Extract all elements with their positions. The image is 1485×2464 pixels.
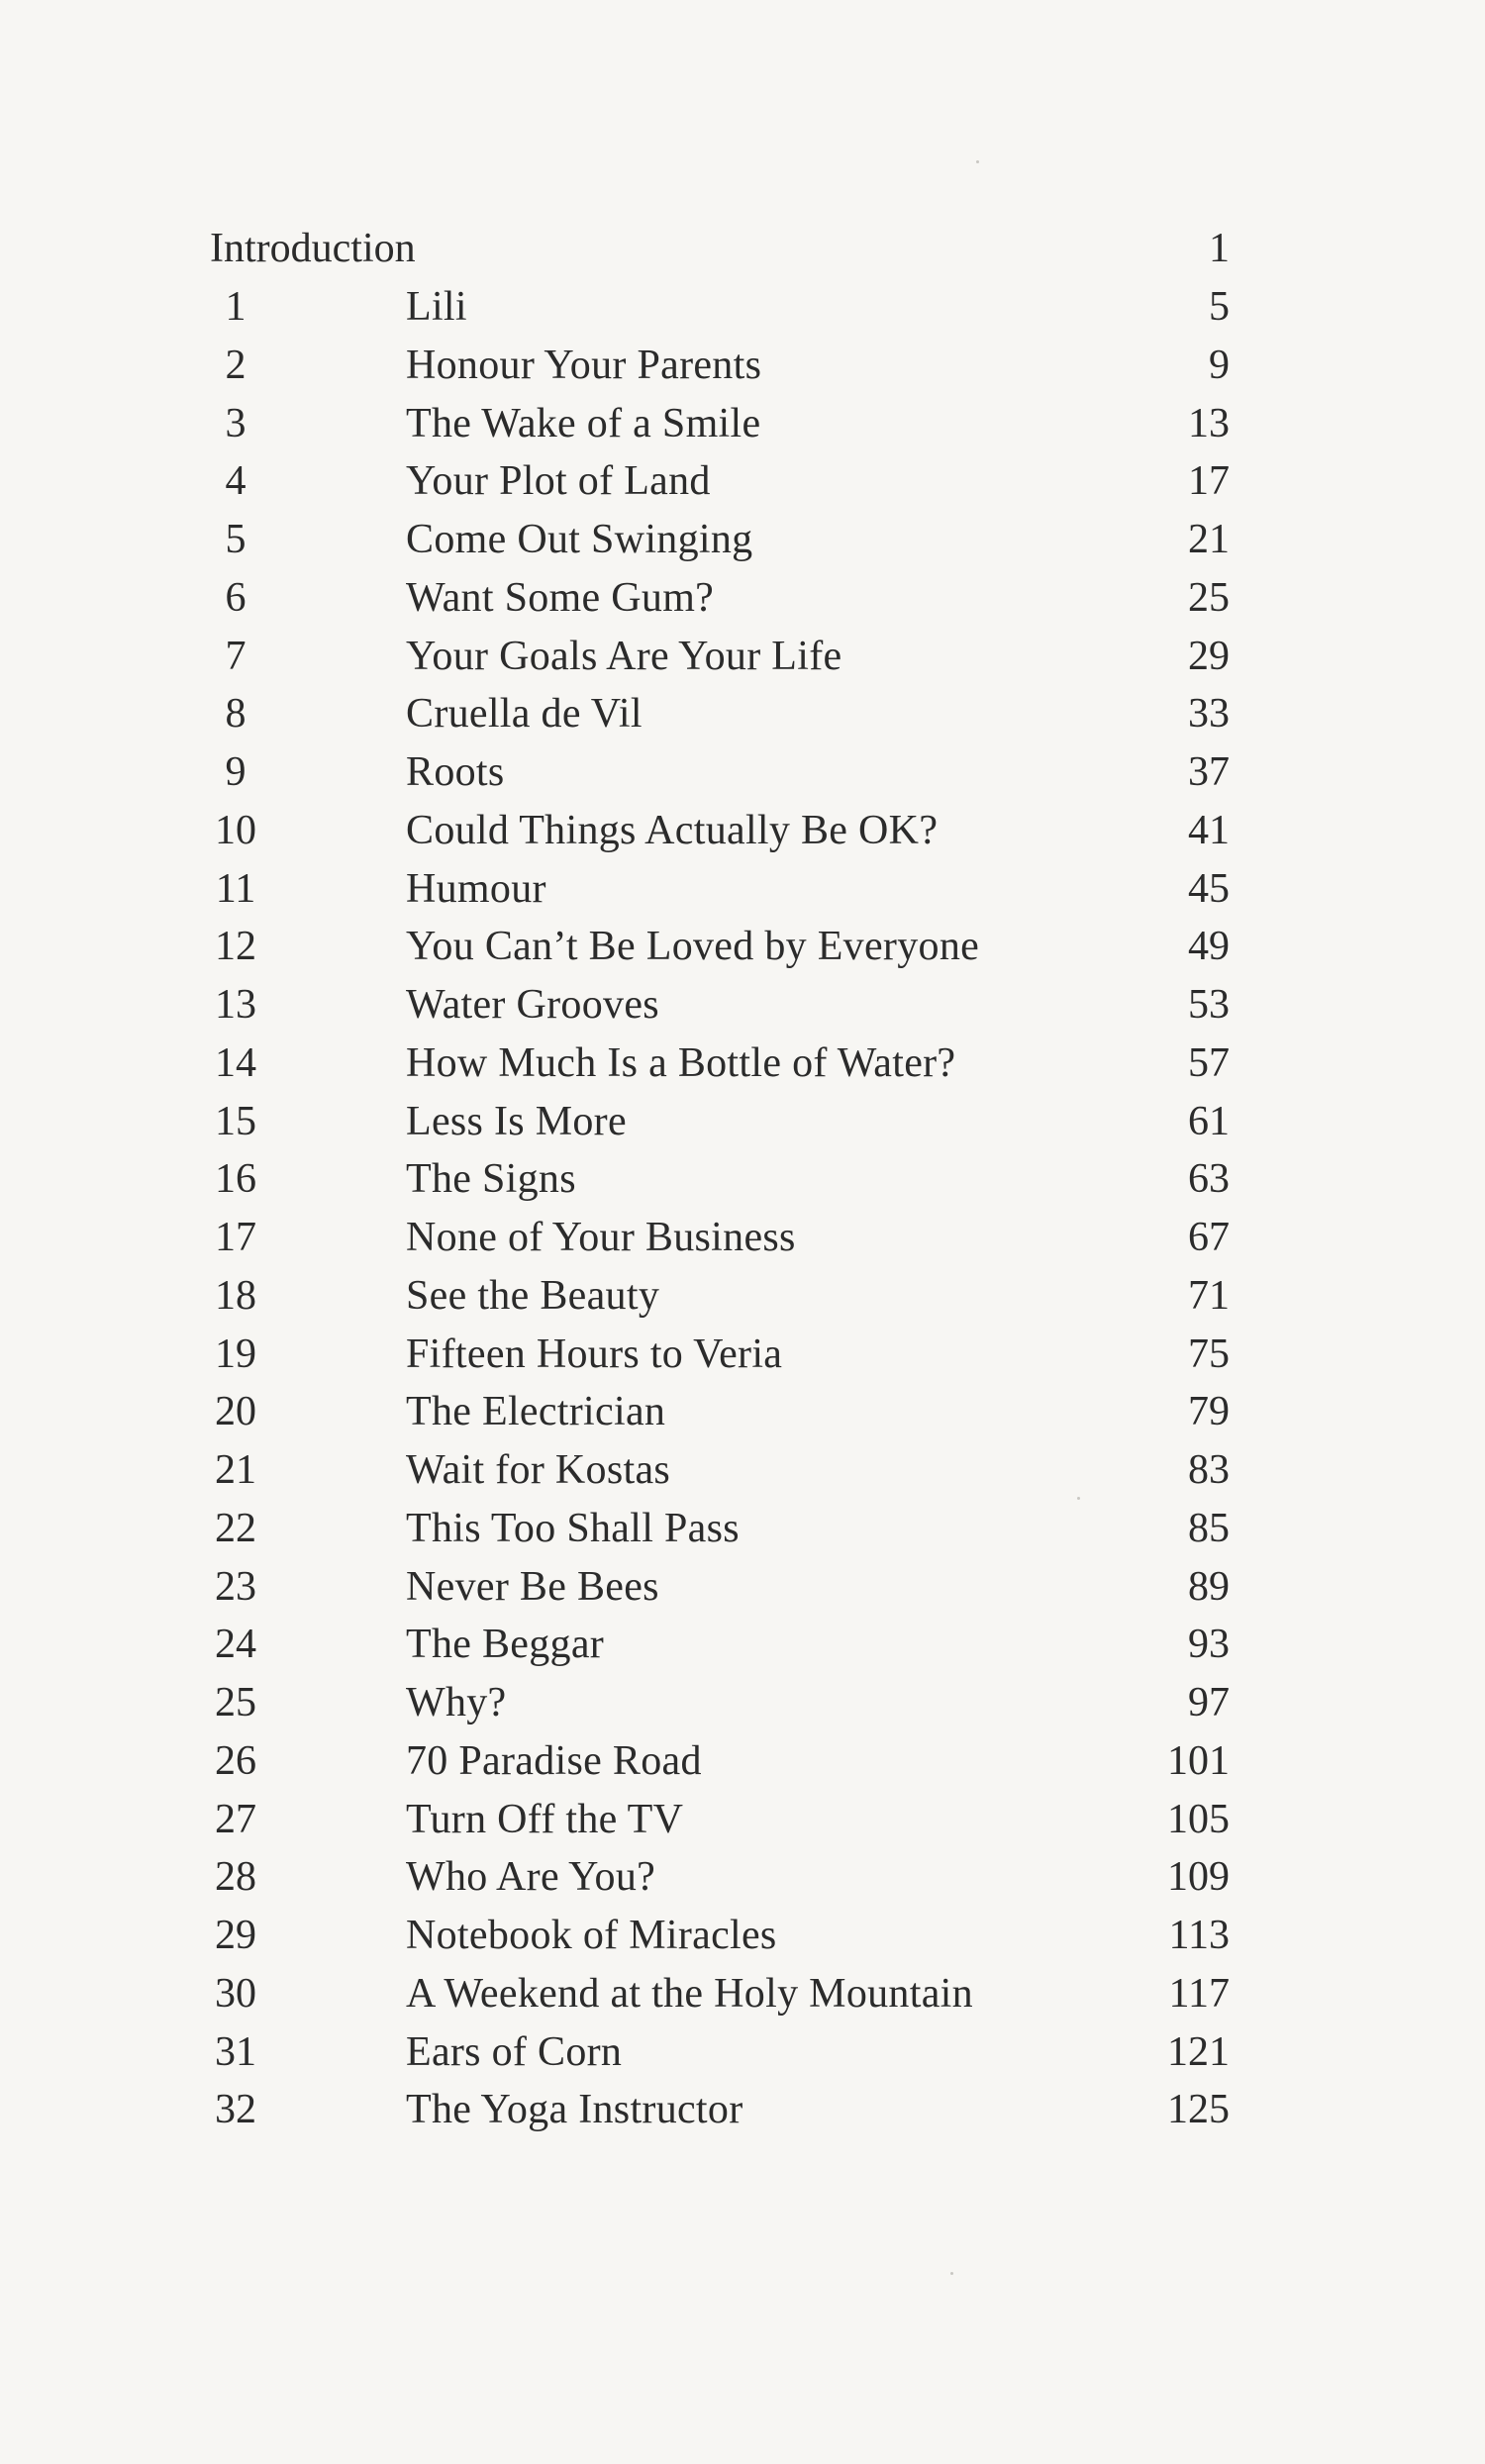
toc-entry[interactable] — [210, 452, 1230, 511]
chapter-number: 13 — [215, 982, 256, 1028]
chapter-number: 6 — [225, 574, 247, 621]
toc-entry[interactable] — [210, 1209, 1230, 1267]
chapter-title: Lili — [406, 284, 467, 330]
toc-entry[interactable] — [210, 1093, 1230, 1151]
chapter-page-number: 57 — [1188, 1039, 1230, 1086]
chapter-number: 2 — [225, 342, 247, 388]
chapter-page-number: 41 — [1188, 807, 1230, 853]
chapter-title: Your Goals Are Your Life — [406, 633, 842, 679]
chapter-title: Why? — [406, 1680, 507, 1725]
chapter-number: 26 — [215, 1737, 256, 1784]
toc-entry[interactable] — [210, 395, 1230, 453]
chapter-number: 1 — [225, 284, 247, 330]
toc-entry[interactable] — [210, 1150, 1230, 1209]
chapter-page-number: 67 — [1188, 1215, 1230, 1260]
chapter-page-number: 113 — [1168, 1913, 1230, 1958]
chapter-page-number: 85 — [1188, 1505, 1230, 1551]
introduction-label: Introduction — [210, 226, 416, 271]
chapter-title: Never Be Bees — [406, 1563, 659, 1610]
chapter-title: How Much Is a Bottle of Water? — [406, 1039, 956, 1086]
chapter-page-number: 125 — [1167, 2087, 1230, 2133]
introduction-page-number: 1 — [1209, 226, 1230, 271]
toc-entry[interactable] — [210, 1035, 1230, 1093]
chapter-page-number: 17 — [1188, 458, 1230, 505]
chapter-title: See the Beauty — [406, 1272, 660, 1319]
toc-entry[interactable] — [210, 743, 1230, 802]
chapter-page-number: 83 — [1188, 1447, 1230, 1493]
chapter-title: Less Is More — [406, 1098, 627, 1144]
chapter-page-number: 109 — [1167, 1854, 1230, 1901]
toc-entry[interactable] — [210, 976, 1230, 1035]
toc-entry[interactable] — [210, 1616, 1230, 1674]
chapter-number: 27 — [215, 1796, 256, 1842]
toc-entry[interactable] — [210, 1267, 1230, 1326]
chapter-number: 11 — [215, 865, 256, 912]
chapter-number: 16 — [215, 1156, 256, 1203]
toc-entry[interactable] — [210, 860, 1230, 919]
chapter-page-number: 75 — [1188, 1331, 1230, 1377]
chapter-number: 3 — [225, 400, 247, 446]
toc-entry[interactable] — [210, 569, 1230, 628]
chapter-title: Roots — [406, 749, 505, 795]
chapter-number: 25 — [215, 1680, 256, 1725]
toc-entry[interactable] — [210, 1326, 1230, 1384]
chapter-title: Honour Your Parents — [406, 342, 762, 388]
chapter-page-number: 79 — [1188, 1389, 1230, 1435]
chapter-title: This Too Shall Pass — [406, 1505, 740, 1551]
chapter-title: Come Out Swinging — [406, 517, 753, 562]
chapter-page-number: 63 — [1188, 1156, 1230, 1203]
chapter-number: 28 — [215, 1854, 256, 1901]
chapter-number: 29 — [215, 1913, 256, 1958]
chapter-title: Who Are You? — [406, 1854, 656, 1901]
chapter-number: 23 — [215, 1563, 256, 1610]
chapter-page-number: 117 — [1168, 1970, 1230, 2017]
chapter-title: The Electrician — [406, 1389, 666, 1435]
chapter-number: 4 — [225, 458, 247, 505]
chapter-page-number: 29 — [1188, 633, 1230, 679]
chapter-page-number: 5 — [1209, 284, 1230, 330]
chapter-title: You Can’t Be Loved by Everyone — [406, 924, 980, 970]
chapter-title: The Yoga Instructor — [406, 2087, 743, 2133]
chapter-title: Notebook of Miracles — [406, 1913, 777, 1958]
chapter-number: 31 — [215, 2028, 256, 2075]
chapter-title: Turn Off the TV — [406, 1796, 684, 1842]
chapter-title: Could Things Actually Be OK? — [406, 807, 939, 853]
toc-entry[interactable] — [210, 1441, 1230, 1500]
chapter-title: The Signs — [406, 1156, 576, 1203]
toc-entry[interactable] — [210, 2023, 1230, 2082]
chapter-number: 20 — [215, 1389, 256, 1435]
chapter-number: 24 — [215, 1622, 256, 1668]
chapter-page-number: 25 — [1188, 574, 1230, 621]
toc-entry[interactable] — [210, 628, 1230, 686]
chapter-page-number: 97 — [1188, 1680, 1230, 1725]
chapter-page-number: 37 — [1188, 749, 1230, 795]
chapter-number: 32 — [215, 2087, 256, 2133]
chapter-page-number: 101 — [1167, 1737, 1230, 1784]
chapter-list — [210, 278, 1230, 2139]
chapter-page-number: 45 — [1188, 865, 1230, 912]
chapter-title: Wait for Kostas — [406, 1447, 671, 1493]
toc-entry[interactable] — [210, 1791, 1230, 1849]
chapter-page-number: 89 — [1188, 1563, 1230, 1610]
chapter-number: 21 — [215, 1447, 256, 1493]
chapter-number: 5 — [225, 517, 247, 562]
toc-entry[interactable] — [210, 511, 1230, 569]
chapter-number: 10 — [215, 807, 256, 853]
chapter-page-number: 121 — [1167, 2028, 1230, 2075]
chapter-page-number: 33 — [1188, 691, 1230, 738]
toc-entry[interactable] — [210, 1500, 1230, 1558]
toc-entry[interactable] — [210, 2081, 1230, 2139]
toc-entry[interactable] — [210, 685, 1230, 743]
chapter-number: 9 — [225, 749, 247, 795]
chapter-page-number: 9 — [1209, 342, 1230, 388]
chapter-page-number: 49 — [1188, 924, 1230, 970]
chapter-number: 30 — [215, 1970, 256, 2017]
toc-entry[interactable] — [210, 1558, 1230, 1617]
chapter-number: 7 — [225, 633, 247, 679]
paper-speck — [950, 2272, 953, 2275]
chapter-title: Humour — [406, 865, 546, 912]
chapter-title: The Wake of a Smile — [406, 400, 761, 446]
chapter-title: The Beggar — [406, 1622, 605, 1668]
chapter-page-number: 61 — [1188, 1098, 1230, 1144]
chapter-number: 14 — [215, 1039, 256, 1086]
toc-entry[interactable] — [210, 802, 1230, 860]
chapter-title: A Weekend at the Holy Mountain — [406, 1970, 973, 2017]
toc-entry[interactable] — [210, 1848, 1230, 1907]
chapter-title: Fifteen Hours to Veria — [406, 1331, 783, 1377]
chapter-page-number: 13 — [1188, 400, 1230, 446]
toc-entry[interactable] — [210, 337, 1230, 395]
chapter-title: Water Grooves — [406, 982, 659, 1028]
chapter-number: 8 — [225, 691, 247, 738]
chapter-number: 15 — [215, 1098, 256, 1144]
chapter-number: 22 — [215, 1505, 256, 1551]
chapter-number: 12 — [215, 924, 256, 970]
chapter-page-number: 93 — [1188, 1622, 1230, 1668]
toc-entry[interactable] — [210, 278, 1230, 337]
chapter-title: Want Some Gum? — [406, 574, 715, 621]
toc-entry[interactable] — [210, 1674, 1230, 1732]
chapter-title: None of Your Business — [406, 1215, 796, 1260]
toc-entry[interactable] — [210, 1383, 1230, 1441]
chapter-page-number: 53 — [1188, 982, 1230, 1028]
chapter-number: 17 — [215, 1215, 256, 1260]
toc-entry-introduction[interactable] — [210, 220, 1230, 278]
toc-entry[interactable] — [210, 918, 1230, 976]
table-of-contents — [210, 220, 1230, 2139]
chapter-page-number: 21 — [1188, 517, 1230, 562]
toc-entry[interactable] — [210, 1732, 1230, 1791]
chapter-title: 70 Paradise Road — [406, 1737, 702, 1784]
chapter-page-number: 71 — [1188, 1272, 1230, 1319]
chapter-page-number: 105 — [1167, 1796, 1230, 1842]
paper-speck — [976, 160, 979, 163]
chapter-title: Ears of Corn — [406, 2028, 623, 2075]
chapter-number: 19 — [215, 1331, 256, 1377]
chapter-title: Cruella de Vil — [406, 691, 643, 738]
toc-entry[interactable] — [210, 1965, 1230, 2023]
chapter-title: Your Plot of Land — [406, 458, 711, 505]
toc-entry[interactable] — [210, 1907, 1230, 1965]
chapter-number: 18 — [215, 1272, 256, 1319]
